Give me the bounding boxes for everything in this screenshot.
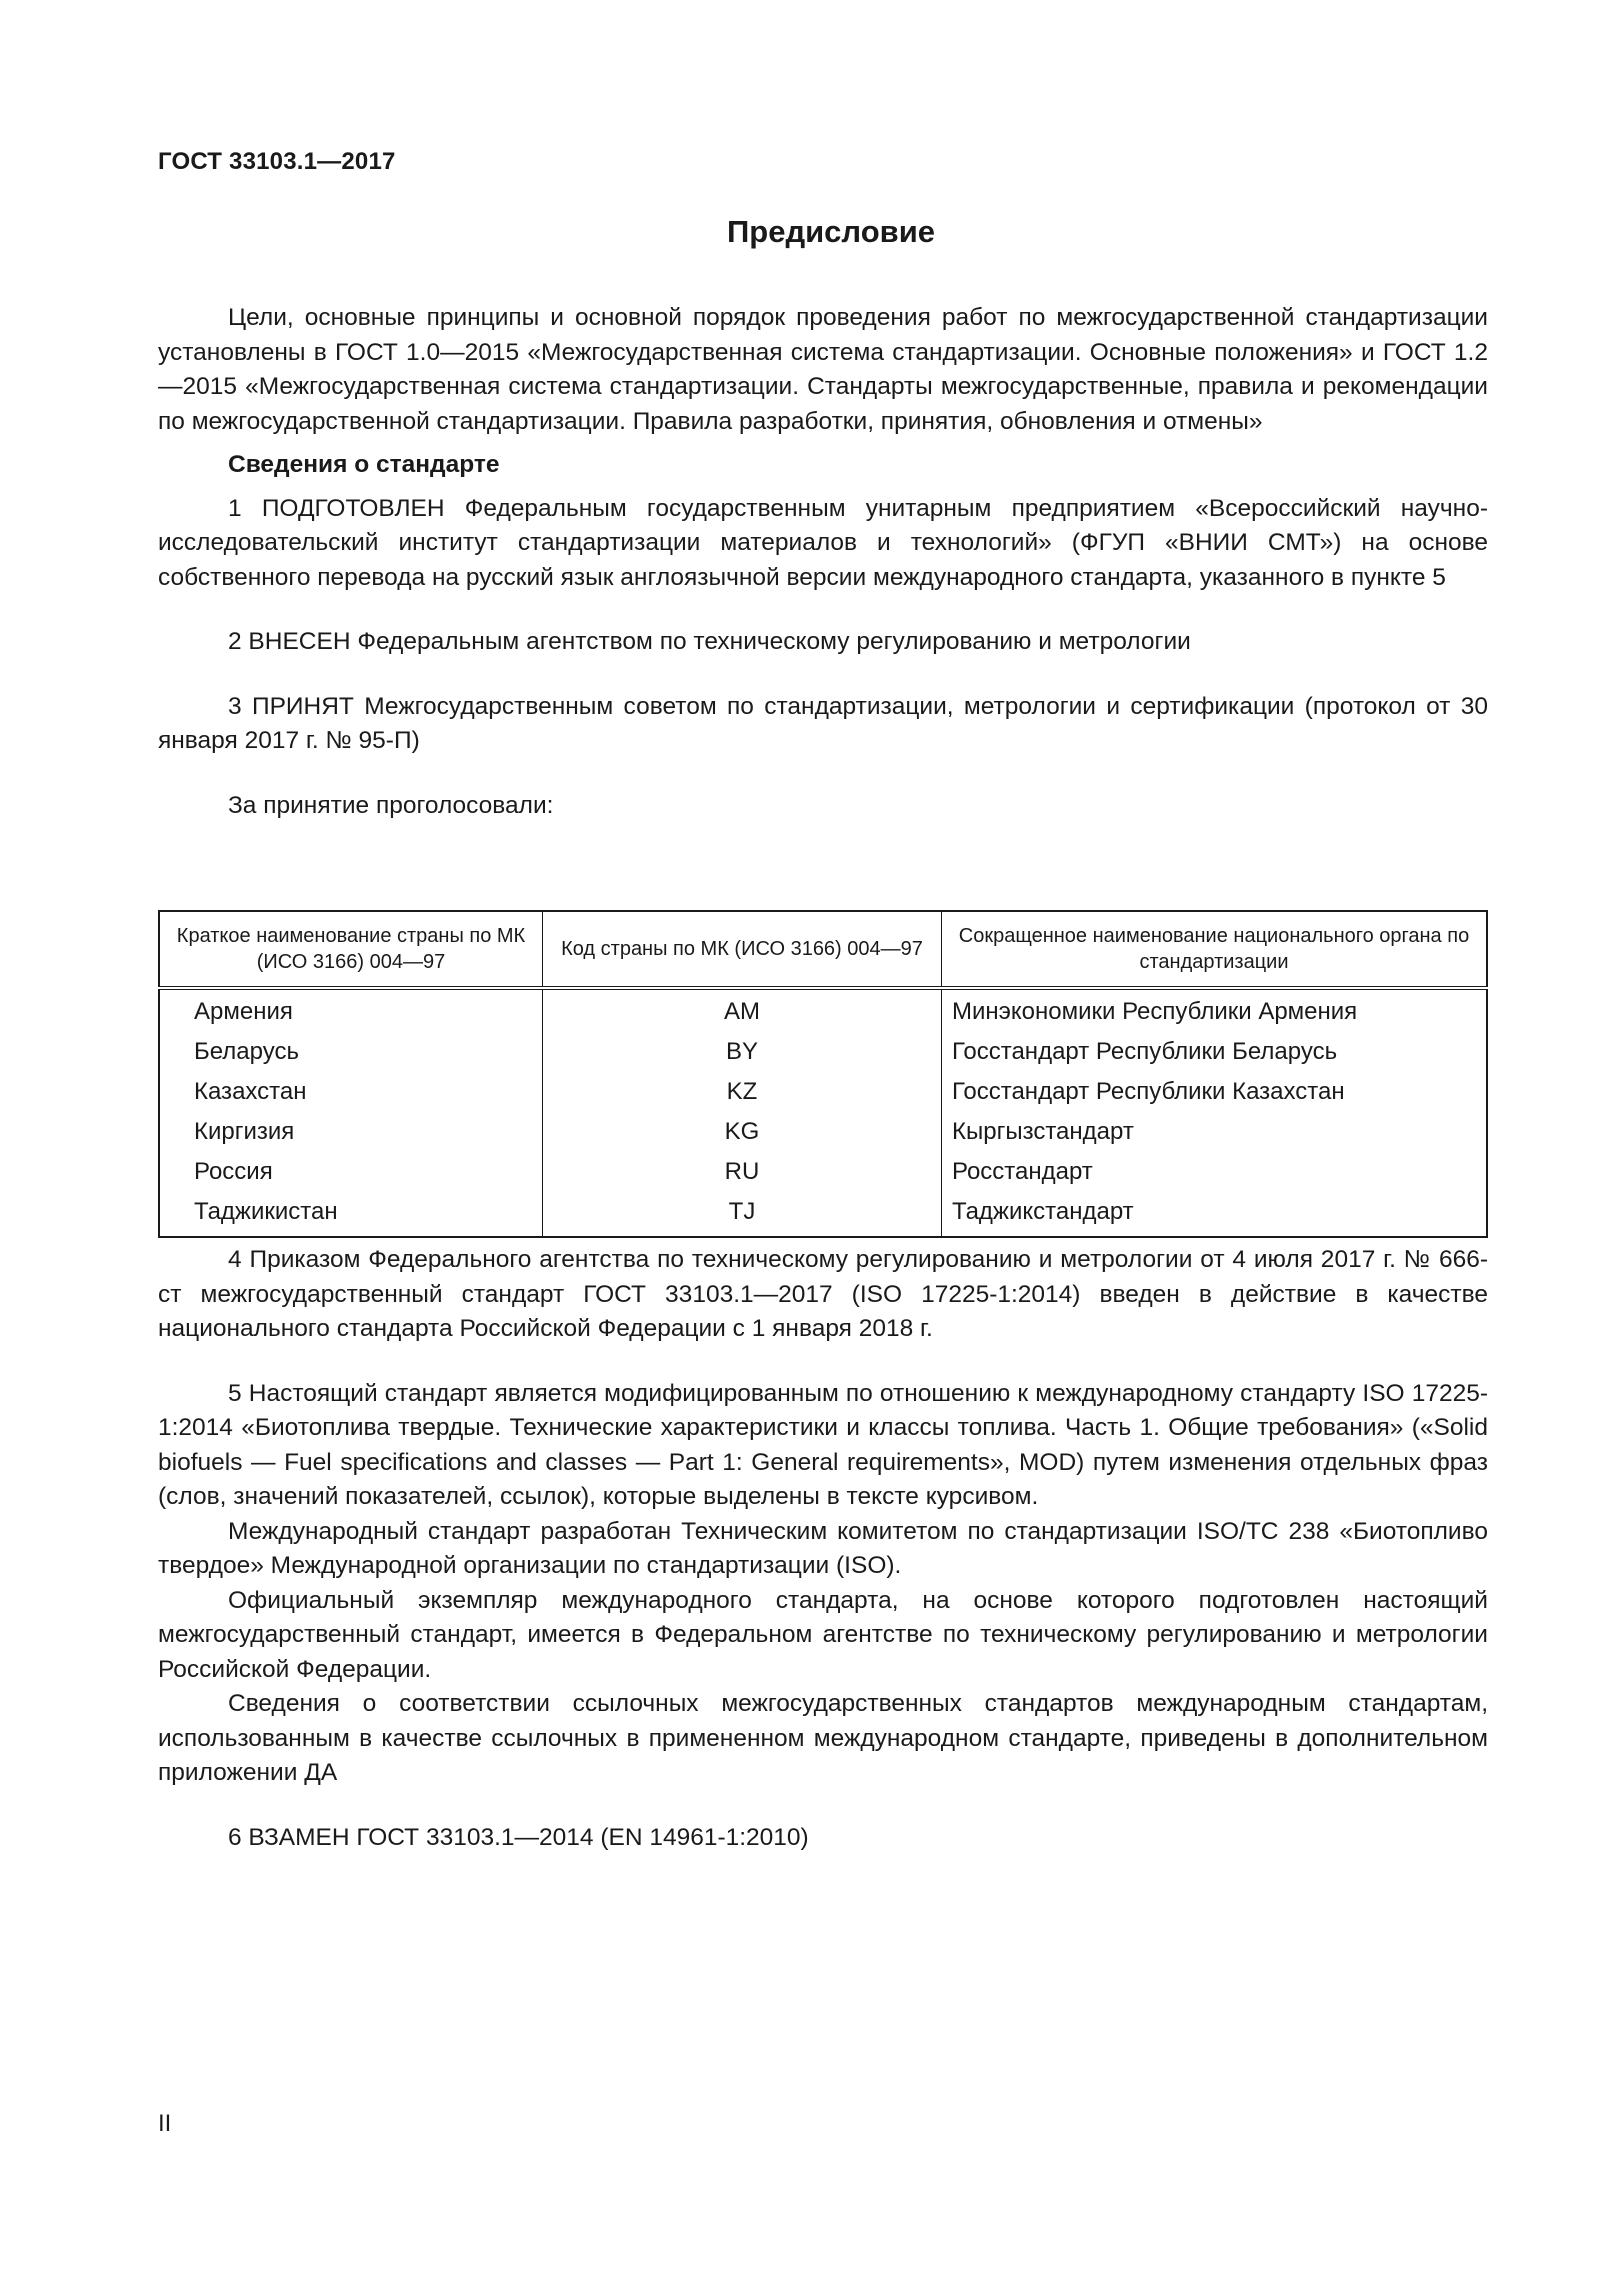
voted-label: За принятие проголосовали: — [228, 791, 554, 819]
table-header-authority: Сокращенное наименование национального органа по стандартизации — [942, 911, 1488, 988]
foreword-text-bottom — [158, 1243, 1488, 1855]
item-3-paragraph: 3 ПРИНЯТ Межгосударственным советом по стандартизации, метрологии и сертификации (протокол от 30 января 2017 г. № 95-П) — [158, 692, 1488, 754]
item-5-references-paragraph: Сведения о соответствии ссылочных межгосударственных стандартов международным стандартам, использованным в качестве ссылочных в примененном международном стандарте, приведены в дополнительном приложении ДА — [158, 1690, 1488, 1786]
document-code: ГОСТ 33103.1—2017 — [158, 148, 396, 175]
table-row — [159, 1152, 1487, 1192]
voting-table — [158, 910, 1488, 1238]
page-number: II — [158, 2110, 172, 2137]
code-cell: KZ — [543, 1072, 942, 1112]
code-cell: AM — [543, 988, 942, 1032]
country-cell: Беларусь — [159, 1032, 543, 1072]
authority-cell: Минэкономики Республики Армения — [942, 988, 1488, 1032]
item-6-paragraph: 6 ВЗАМЕН ГОСТ 33103.1—2014 (EN 14961-1:2010) — [228, 1823, 809, 1851]
code-cell: KG — [543, 1112, 942, 1152]
authority-cell: Таджикстандарт — [942, 1192, 1488, 1237]
table-row — [159, 1192, 1487, 1237]
table-row — [159, 1072, 1487, 1112]
page-title: Предисловие — [726, 214, 935, 249]
table-header-country: Краткое наименование страны по МК (ИСО 3166) 004—97 — [159, 911, 543, 988]
country-cell: Россия — [159, 1152, 543, 1192]
section-heading: Сведения о стандарте — [228, 451, 500, 478]
item-2-paragraph: 2 ВНЕСЕН Федеральным агентством по техническому регулированию и метрологии — [228, 628, 1191, 655]
code-cell: TJ — [543, 1192, 942, 1237]
country-cell: Армения — [159, 988, 543, 1032]
foreword-text-top — [158, 301, 1488, 823]
code-cell: RU — [543, 1152, 942, 1192]
item-5-paragraph: 5 Настоящий стандарт является модифицированным по отношению к международному стандарту ISO 17225-1:2014 «Биотоплива твердые. Технические характеристики и классы топлива. Часть 1. Общие требования» («Solid biofuels — Fuel specifications and classes — Part 1: General requirements», MOD) путем изменения отдельных фраз (слов, значений показателей, ссылок), которые выделены в тексте курсивом. — [158, 1379, 1488, 1510]
authority-cell: Росстандарт — [942, 1152, 1488, 1192]
item-5-official-copy-paragraph: Официальный экземпляр международного стандарта, на основе которого подготовлен настоящий межгосударственный стандарт, имеется в Федеральном агентстве по техническому регулированию и метрологии Российской Федерации. — [158, 1586, 1488, 1683]
table-header-code: Код страны по МК (ИСО 3166) 004—97 — [543, 911, 942, 988]
authority-cell: Госстандарт Республики Казахстан — [942, 1072, 1488, 1112]
authority-cell: Кыргызстандарт — [942, 1112, 1488, 1152]
table-row — [159, 1032, 1487, 1072]
table-row — [159, 1112, 1487, 1152]
code-cell: BY — [543, 1032, 942, 1072]
item-5-committee-paragraph: Международный стандарт разработан Техническим комитетом по стандартизации ISO/TC 238 «Биотопливо твердое» Международной организации по стандартизации (ISO). — [158, 1517, 1488, 1579]
country-cell: Казахстан — [159, 1072, 543, 1112]
country-cell: Киргизия — [159, 1112, 543, 1152]
authority-cell: Госстандарт Республики Беларусь — [942, 1032, 1488, 1072]
table-header-row — [159, 911, 1487, 988]
item-4-paragraph: 4 Приказом Федерального агентства по техническому регулированию и метрологии от 4 июля 2017 г. № 666-ст межгосударственный стандарт ГОСТ 33103.1—2017 (ISO 17225-1:2014) введен в действие в качестве национального стандарта Российской Федерации с 1 января 2018 г. — [158, 1246, 1488, 1342]
intro-paragraph: Цели, основные принципы и основной порядок проведения работ по межгосударственной стандартизации установлены в ГОСТ 1.0—2015 «Межгосударственная система стандартизации. Основные положения» и ГОСТ 1.2—2015 «Межгосударственная система стандартизации. Стандарты межгосударственные, правила и рекомендации по межгосударственной стандартизации. Правила разработки, принятия, обновления и отмены» — [158, 304, 1488, 435]
country-cell: Таджикистан — [159, 1192, 543, 1237]
table-row — [159, 988, 1487, 1032]
item-1-paragraph: 1 ПОДГОТОВЛЕН Федеральным государственным унитарным предприятием «Всероссийский научно-исследовательский институт стандартизации материалов и технологий» (ФГУП «ВНИИ СМТ») на основе собственного перевода на русский язык англоязычной версии международного стандарта, указанного в пункте 5 — [158, 494, 1488, 591]
